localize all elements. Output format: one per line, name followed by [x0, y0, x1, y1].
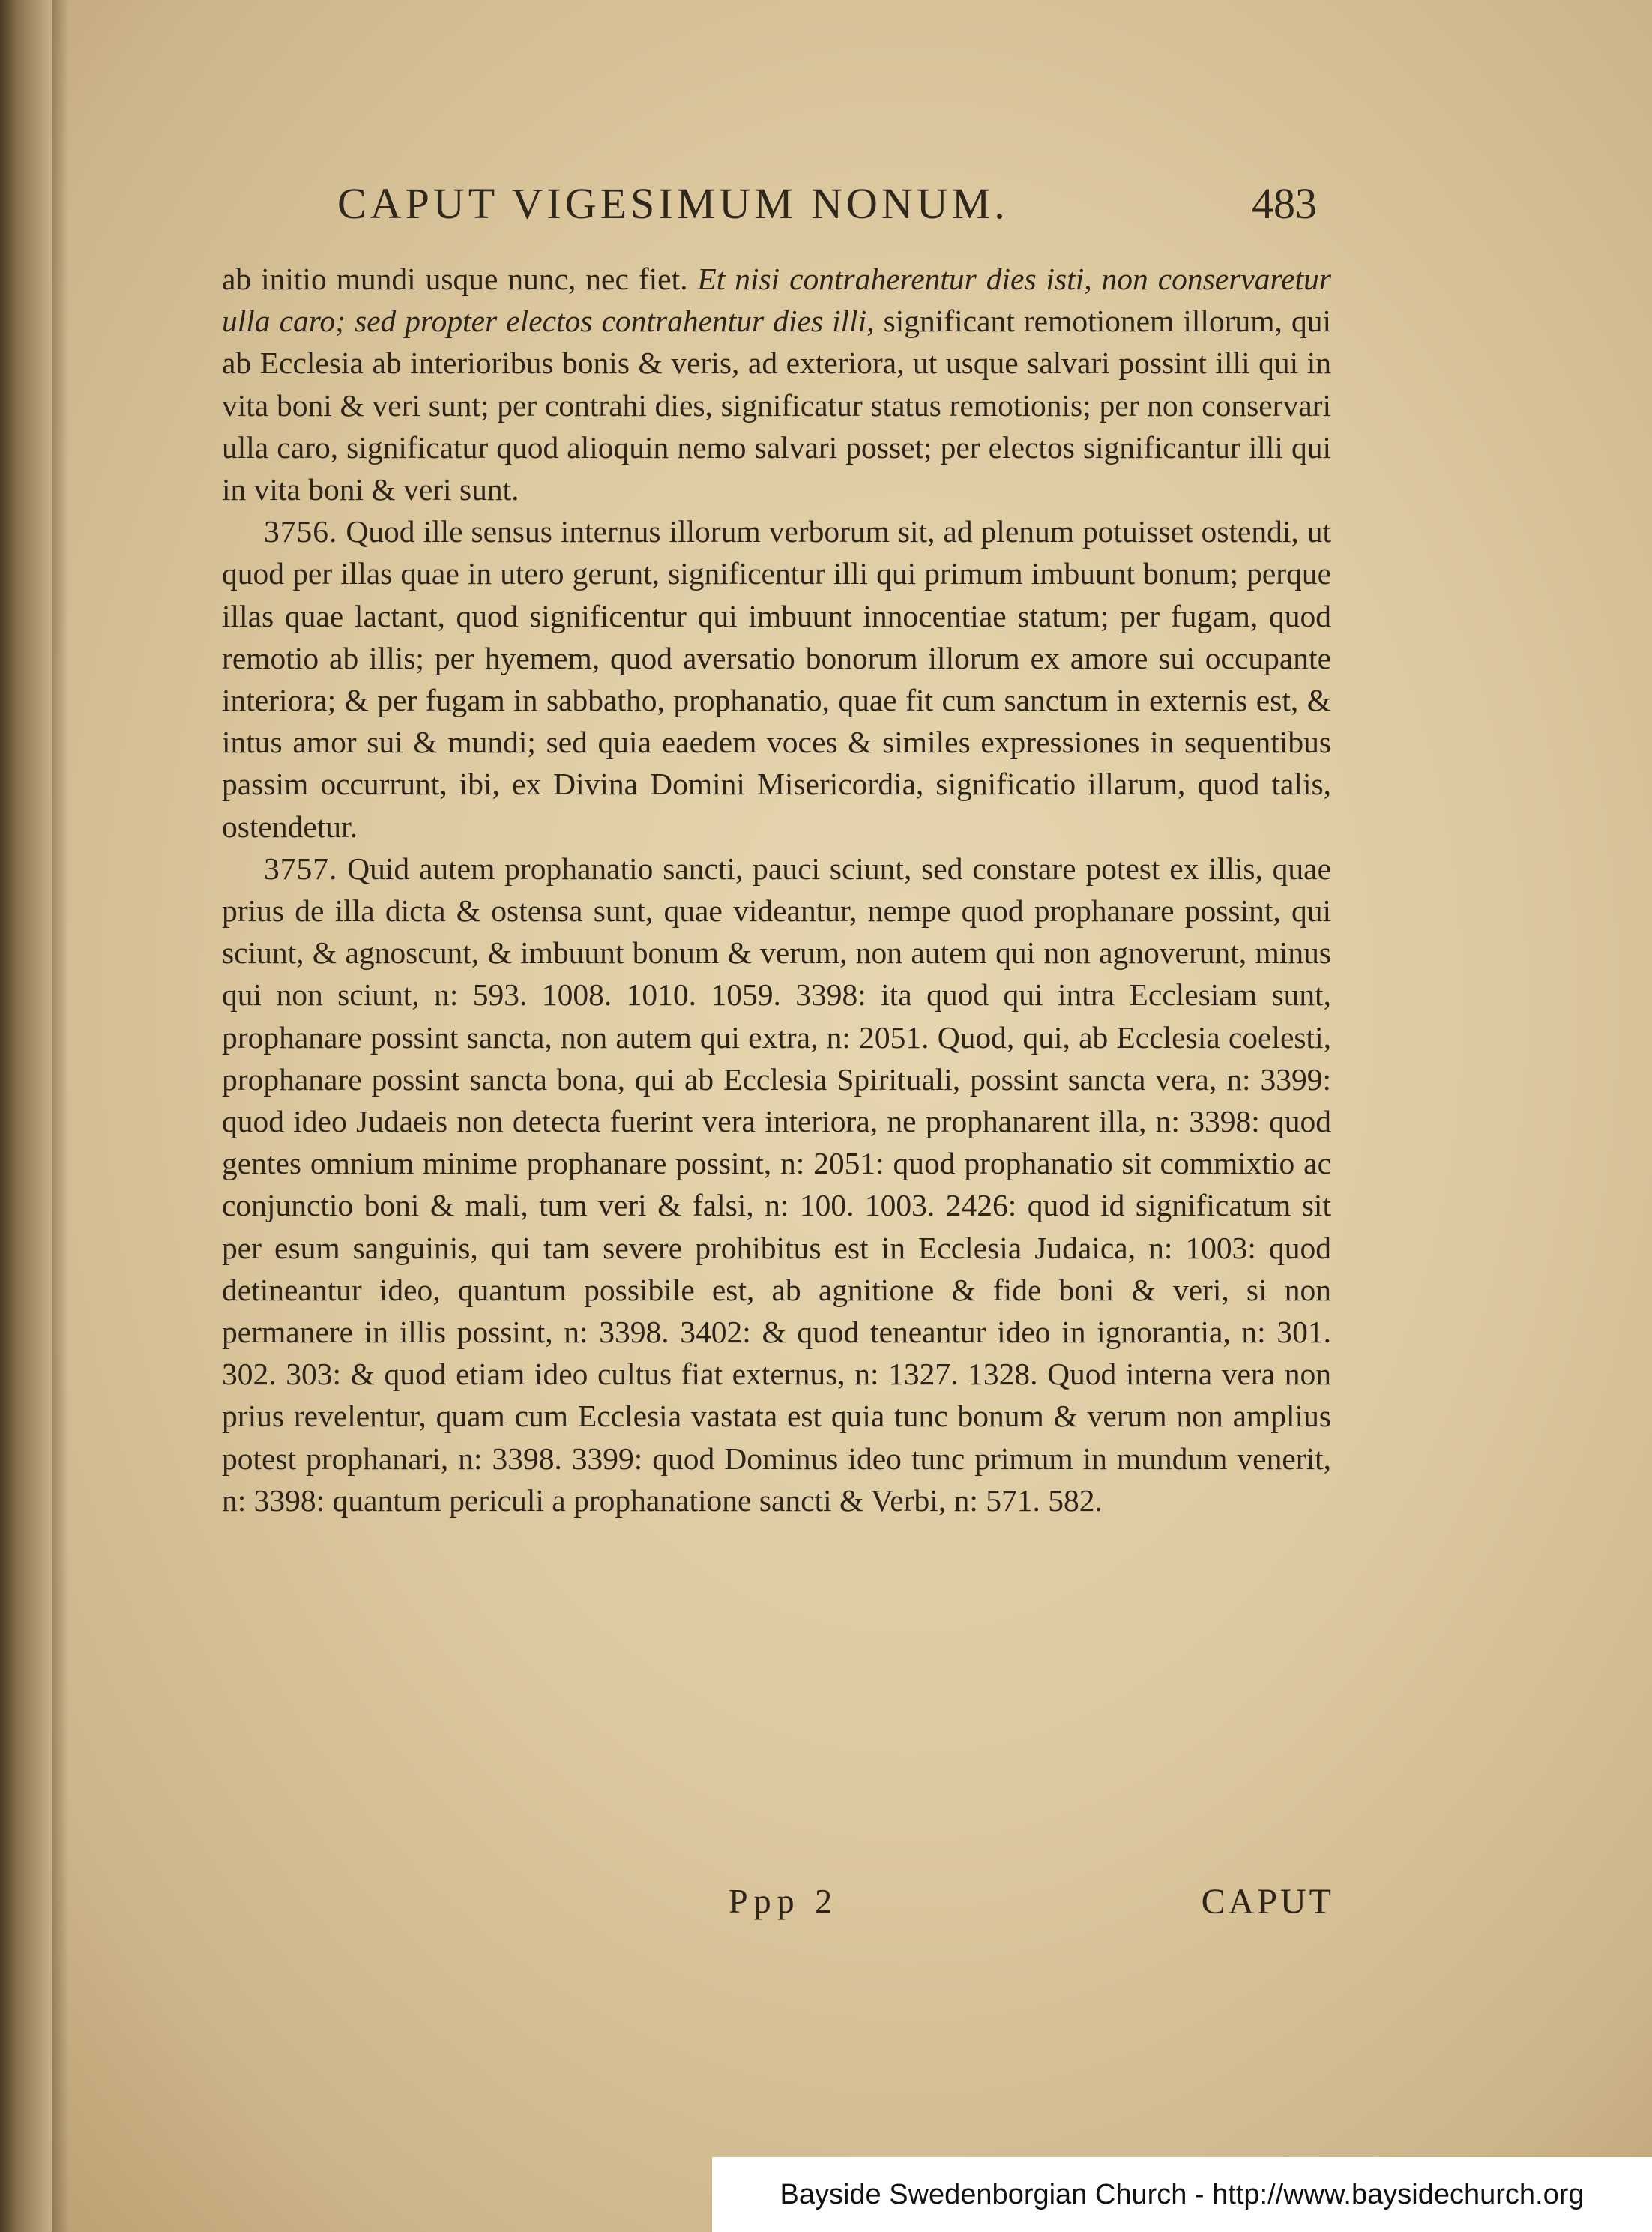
running-head: CAPUT VIGESIMUM NONUM. [337, 179, 1009, 228]
signature-mark: Ppp 2 [729, 1882, 839, 1920]
paragraph-number: 3756. [264, 514, 338, 549]
watermark-text: Bayside Swedenborgian Church - http://www.baysidechurch.org [780, 2178, 1585, 2210]
page-footer [225, 1881, 1334, 1934]
paragraph-text: Quid autem prophanatio sancti, pauci sciunt, sed constare potest ex illis, quae prius de illa dicta & ostensa sunt, quae videantur, nempe quod prophanare possint, qui sciunt, & agnoscunt, & imbuunt bonum & verum, non autem qui non agnoverunt, minus qui non sciunt, n: 593. 1008. 1010. 1059. 3398: ita quod qui intra Ecclesiam sunt, prophanare possint sancta, non autem qui extra, n: 2051. Quod, qui, ab Ecclesia coelesti, prophanare possint sancta bona, qui ab Ecclesia Spirituali, possint sancta vera, n: 3399: quod ideo Judaeis non detecta fuerint vera interiora, ne prophanarent illa, n: 3398: quod gentes omnium minime prophanare possint, n: 2051: quod prophanatio sit commixtio ac conjunctio boni & mali, tum veri & falsi, n: 100. 1003. 2426: quod id significatum sit per esum sanguinis, qui tam severe prohibitus est in Ecclesia Judaica, n: 1003: quod detineantur ideo, quantum possibile est, ab agnitione & fide boni & veri, si non permanere in illis possint, n: 3398. 3402: & quod teneantur ideo in ignorantia, n: 301. 302. 303: & quod etiam ideo cultus fiat externus, n: 1327. 1328. Quod interna vera non prius revelentur, quam cum Ecclesia vastata est quia tunc bonum & verum non amplius potest prophanari, n: 3398. 3399: quod Dominus ideo tunc primum in mundum venerit, n: 3398: quantum periculi a prophanatione sancti & Verbi, n: 571. 582. [222, 851, 1331, 1518]
continued-text-1: ab initio mundi usque nunc, nec fiet. [222, 262, 698, 296]
continued-text-2: , significant remotionem illorum, qui ab Ecclesia ab interioribus bonis & veris, ad exteriora, ut usque salvari possint illi qui in vita boni & veri sunt; per contrahi dies, significatur status remotionis; per non conservari ulla caro, significatur quod alioquin nemo salvari posset; per electos significantur illi qui in vita boni & veri sunt. [222, 304, 1331, 507]
paragraph-number: 3757. [264, 851, 338, 886]
page-header [225, 178, 1349, 246]
paragraph-3756 [222, 510, 1331, 848]
page-number: 483 [1252, 179, 1317, 228]
catchword: CAPUT [1201, 1882, 1334, 1922]
paragraph-text: Quod ille sensus internus illorum verborum sit, ad plenum potuisset ostendi, ut quod per illas quae in utero gerunt, significentur illi qui primum imbuunt bonum; perque illas quae lactant, quod significentur qui imbuunt innocentiae statum; per fugam, quod remotio ab illis; per hyemem, quod aversatio bonorum illorum ex amore sui occupante interiora; & per fugam in sabbatho, prophanatio, quae fit cum sanctum in externis est, & intus amor sui & mundi; sed quia eaedem voces & similes expressiones in sequentibus passim occurrunt, ibi, ex Divina Domini Misericordia, significatio illarum, quod talis, ostendetur. [222, 514, 1331, 844]
binding-crease [52, 0, 69, 2232]
book-gutter [0, 0, 52, 2232]
continued-paragraph [222, 258, 1331, 510]
text-block [222, 258, 1331, 1521]
continued-italic-quote: Et nisi contraherentur dies isti, non conservaretur ulla caro; sed propter electos contrahentur dies illi [222, 262, 1331, 339]
watermark-bar [712, 2157, 1652, 2232]
paragraph-3757 [222, 848, 1331, 1521]
